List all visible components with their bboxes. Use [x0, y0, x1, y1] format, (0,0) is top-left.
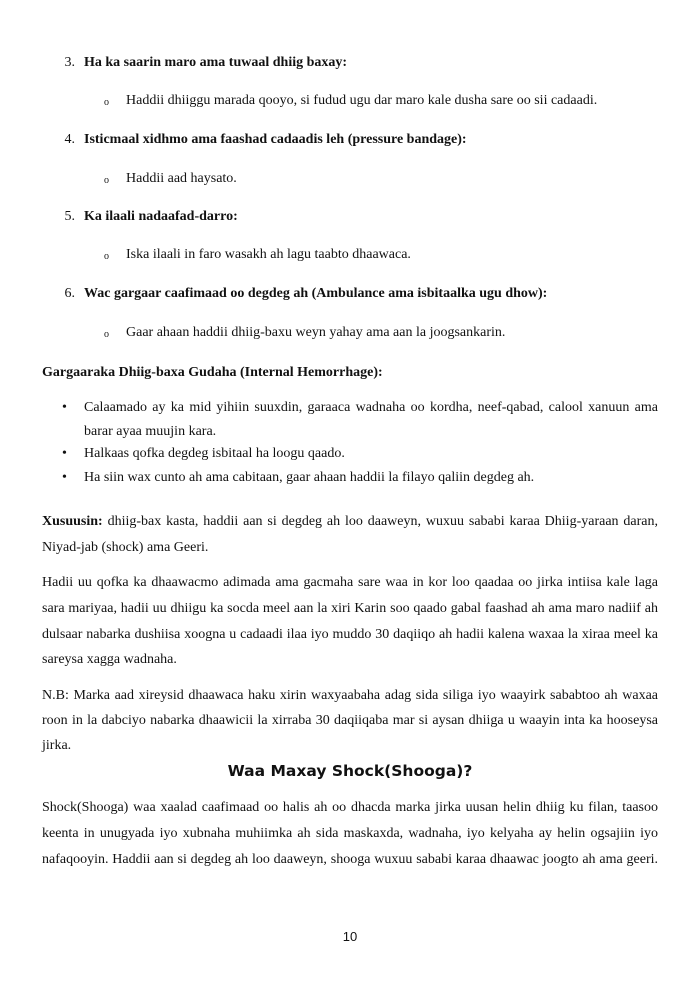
- paragraph-line: sara mariyaa, hadii uu dhiigu ka socda meel aan la xiri Karin soo qaado gabal faashad ah ama maro nadiif ah: [42, 601, 658, 616]
- item-sub-text: Haddii aad haysato.: [126, 171, 237, 186]
- bullet-text-continued: barar ayaa muujin kara.: [84, 424, 217, 439]
- item-number: 3.: [64, 55, 75, 70]
- shock-paragraph-line: nafaqooyin. Haddii aan si degdeg ah loo daaweyn, shooga wuxuu sababi karaa dhaawac joogto ah ama geeri.: [42, 852, 658, 867]
- bullet-icon: •: [62, 400, 67, 415]
- item-number: 5.: [64, 209, 75, 224]
- item-sub-text: Gaar ahaan haddii dhiig-baxu weyn yahay ama aan la joogsankarin.: [126, 325, 506, 340]
- item-number: 6.: [64, 286, 75, 301]
- item-title: Wac gargaar caafimaad oo degdeg ah (Ambulance ama isbitaalka ugu dhow):: [84, 286, 548, 301]
- shock-heading: Waa Maxay Shock(Shooga)?: [227, 762, 473, 780]
- sub-bullet-icon: o: [104, 329, 109, 340]
- item-sub-text: Haddii dhiiggu marada qooyo, si fudud ugu dar maro kale dusha sare oo sii cadaadi.: [126, 93, 598, 108]
- bullet-text: Calaamado ay ka mid yihiin suuxdin, garaaca wadnaha oo kordha, neef-qabad, calool xanuun ama: [84, 400, 658, 415]
- shock-paragraph-line: Shock(Shooga) waa xaalad caafimaad oo halis ah oo dhacda marka jirka uusan helin dhiig ku filan, taasoo: [42, 800, 658, 815]
- item-sub-text: Iska ilaali in faro wasakh ah lagu taabto dhaawaca.: [126, 247, 411, 262]
- bullet-icon: •: [62, 470, 67, 485]
- reminder-label: Xusuusin:: [42, 514, 103, 529]
- item-title: Ka ilaali nadaafad-darro:: [84, 209, 238, 224]
- page-number: 10: [342, 929, 358, 944]
- reminder-line-2: Niyad-jab (shock) ama Geeri.: [42, 540, 209, 555]
- item-title: Isticmaal xidhmo ama faashad cadaadis leh (pressure bandage):: [84, 132, 467, 147]
- shock-paragraph-line: keenta in unugyada iyo xubnaha muhiimka ah sida maskaxda, wadnaha, iyo kelyaha ay helin ogsajiin iyo: [42, 826, 658, 841]
- bullet-text: Halkaas qofka degdeg isbitaal ha loogu qaado.: [84, 446, 345, 461]
- item-number: 4.: [64, 132, 75, 147]
- sub-bullet-icon: o: [104, 97, 109, 108]
- note-line: jirka.: [42, 738, 72, 753]
- sub-bullet-icon: o: [104, 175, 109, 186]
- paragraph-line: sareysa xagga wadnaha.: [42, 652, 177, 667]
- reminder-text: dhiig-bax kasta, haddii aan si degdeg ah loo daaweyn, wuxuu sababi karaa Dhiig-yaraan daran,: [102, 514, 658, 529]
- section-heading: Gargaaraka Dhiig-baxa Gudaha (Internal Hemorrhage):: [42, 365, 383, 380]
- item-title: Ha ka saarin maro ama tuwaal dhiig baxay:: [84, 55, 348, 70]
- sub-bullet-icon: o: [104, 251, 109, 262]
- note-line: N.B: Marka aad xireysid dhaawaca haku xirin waxyaabaha adag sida siliga iyo waayirk sababtoo ah waxaa: [42, 688, 658, 703]
- bullet-icon: •: [62, 446, 67, 461]
- bullet-text: Ha siin wax cunto ah ama cabitaan, gaar ahaan haddii la filayo qaliin degdeg ah.: [84, 470, 535, 485]
- paragraph-line: Hadii uu qofka ka dhaawacmo adimada ama gacmaha sare waa in kor loo qaadaa oo jirka intiisa kale laga: [42, 575, 658, 590]
- paragraph-line: dulsaar nabarka dushiisa xoogna u cadaadi ilaa iyo muddo 30 daqiiqo ah hadii kalena waxaa la xiraa meel ka: [42, 627, 658, 642]
- note-line: roon in la dabciyo nabarka dhaawicii la xirraba 30 daqiiqaba mar si aysan dhiiga u waayin inta ka hooseysa: [42, 713, 658, 728]
- reminder-line: [42, 514, 658, 530]
